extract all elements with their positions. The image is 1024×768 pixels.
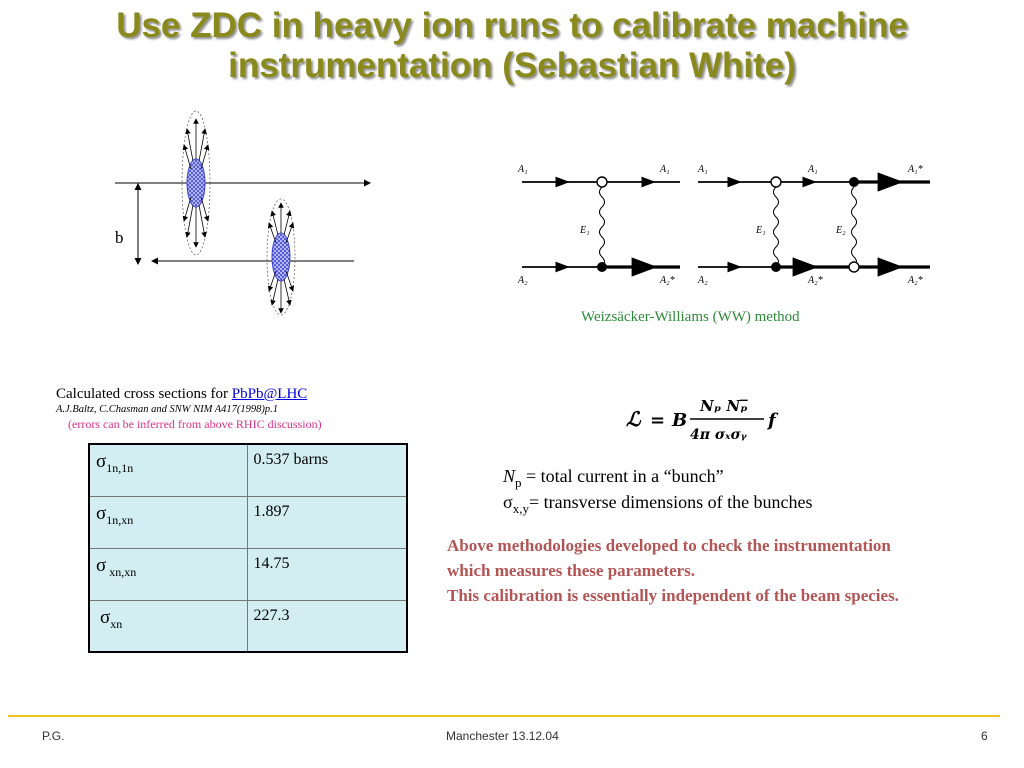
slide-title-line-2: instrumentation (Sebastian White) [228, 46, 796, 85]
collision-diagram [100, 104, 380, 324]
table-row [89, 496, 407, 548]
np-definition: $N_p$ = total current in a “bunch” [503, 466, 724, 490]
cross-sections-heading [56, 386, 436, 403]
right-bottom-out-label: A₂* [908, 275, 923, 286]
cross-section-label: $\sigma_{1n,xn}$ [89, 496, 247, 548]
lower-nucleus [267, 199, 295, 315]
errors-note: (errors can be inferred from above RHIC discussion) [68, 417, 322, 431]
feynman-diagram-right [697, 164, 930, 286]
page-number: 6 [981, 729, 988, 743]
table-row [89, 444, 407, 496]
right-photon1-label: E₁ [756, 225, 766, 236]
left-top-out-label: A₁ [660, 164, 670, 175]
luminosity-formula [626, 390, 796, 450]
pbpb-lhc-link[interactable]: PbPb@LHC [231, 386, 308, 402]
cross-sections-table [88, 443, 408, 653]
cross-section-label: $\sigma_{xn}$ [89, 600, 247, 652]
feynman-diagram-left [517, 164, 680, 286]
conclusion-line-3: This calibration is essentially independent of the beam species. [447, 586, 899, 605]
cross-section-value: 14.75 [247, 548, 407, 600]
sigma-definition: $\sigma_{x,y}=$ transverse dimensions of the bunches [503, 492, 813, 516]
ww-diagrams [510, 155, 950, 335]
left-bottom-in-label: A₂ [518, 275, 528, 286]
formula-definitions [503, 466, 813, 518]
slide-title-line-1: Use ZDC in heavy ion runs to calibrate machine [116, 6, 908, 45]
right-top-out-label: A₁* [908, 164, 923, 175]
conclusion-text [447, 533, 1022, 608]
conclusion-line-2: which measures these parameters. [447, 561, 696, 580]
left-top-in-label: A₁ [518, 164, 528, 175]
ww-caption: Weizsäcker-Williams (WW) method [581, 309, 800, 325]
slide-title [30, 6, 994, 86]
formula-lhs: ℒ [626, 407, 641, 431]
right-bottom-mid-label: A₂* [808, 275, 823, 286]
left-bottom-out-label: A₂* [660, 275, 675, 286]
formula-numerator: Nₚ Nₚ̅ [700, 397, 748, 415]
table-row [89, 600, 407, 652]
right-top-in-label: A₁ [698, 164, 708, 175]
right-top-mid-label: A₁ [808, 164, 818, 175]
impact-parameter-label: b [115, 228, 124, 247]
footer-event: Manchester 13.12.04 [446, 729, 559, 743]
cross-sections-heading-prefix: Calculated cross sections for [56, 386, 232, 402]
formula-factor: f [768, 410, 776, 431]
cross-section-label: $\sigma_{1n,1n}$ [89, 444, 247, 496]
formula-constant: B [672, 410, 688, 431]
right-bottom-in-label: A₂ [698, 275, 708, 286]
cross-sections-heading-block [56, 386, 436, 432]
cross-section-label: σ $_{xn,xn}$ [89, 548, 247, 600]
formula-denominator: 4π σₓσᵧ [690, 427, 747, 443]
cross-sections-reference: A.J.Baltz, C.Chasman and SNW NIM A417(1998)p.1 [56, 404, 279, 415]
left-photon-label: E₁ [580, 225, 590, 236]
formula-equals: = [650, 410, 666, 431]
cross-section-value: 0.537 barns [247, 444, 407, 496]
footer-rule [8, 715, 1000, 717]
cross-section-value: 227.3 [247, 600, 407, 652]
conclusion-line-1: Above methodologies developed to check the instrumentation [447, 536, 891, 555]
footer-author: P.G. [42, 729, 65, 743]
table-row [89, 548, 407, 600]
right-photon2-label: E₂ [836, 225, 846, 236]
cross-section-value: 1.897 [247, 496, 407, 548]
